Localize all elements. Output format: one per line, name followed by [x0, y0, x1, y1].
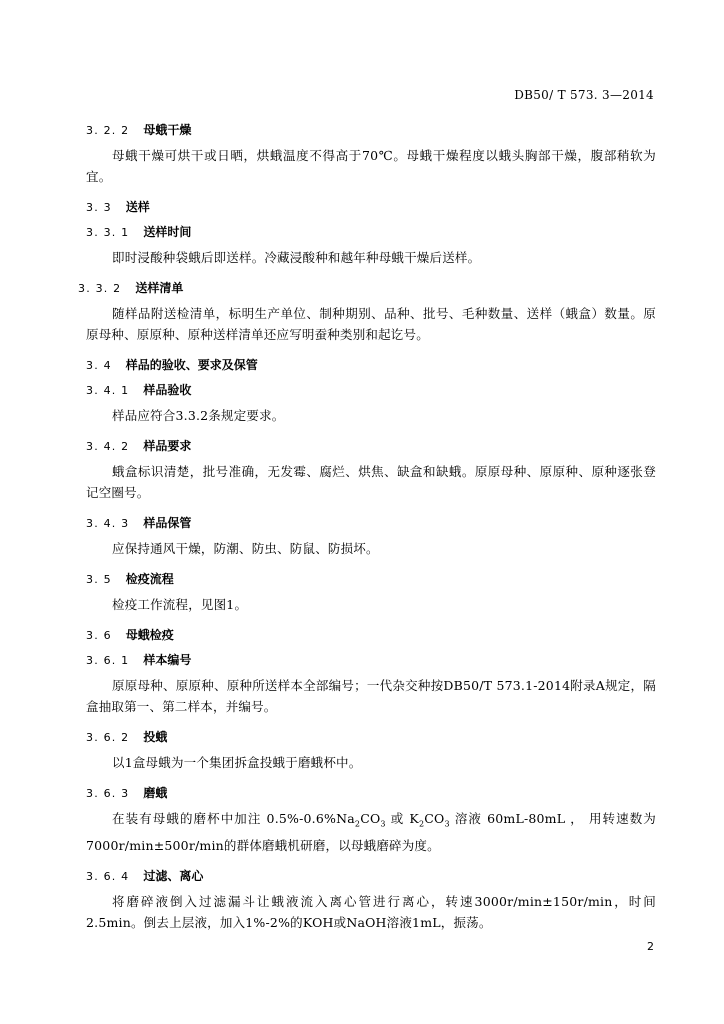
- page-number: 2: [647, 940, 654, 953]
- section-paragraph-grinding: 在装有母蛾的磨杯中加注 $0.5\%-0.6\%Na_2CO_3$ 或 $K_2CO_3$ 溶液 60mL-80mL ， 用转速数为7000r/min±500r/min的群体磨蛾机研磨，以母蛾磨碎为度。: [86, 811, 657, 853]
- section-paragraph: 应保持通风干燥，防潮、防虫、防鼠、防损坏。: [112, 541, 379, 556]
- section-heading: 3. 6. 1 样本编号: [86, 653, 192, 667]
- section-heading: 3. 4. 2 样品要求: [86, 439, 192, 453]
- document-header: DB50/ T 573. 3—2014: [514, 88, 654, 102]
- section-heading: 3. 2. 2 母蛾干燥: [86, 123, 192, 137]
- section-heading: 3. 4 样品的验收、要求及保管: [86, 358, 258, 372]
- section-heading: 3. 4. 3 样品保管: [86, 516, 192, 530]
- section-heading: 3. 3 送样: [86, 200, 150, 214]
- section-paragraph: 即时浸酸种袋蛾后即送样。冷藏浸酸种和越年种母蛾干燥后送样。: [112, 250, 481, 265]
- section-paragraph: 检疫工作流程，见图1。: [112, 597, 248, 612]
- section-heading: 3. 6. 4 过滤、离心: [86, 868, 204, 883]
- section-paragraph: 样品应符合3.3.2条规定要求。: [112, 408, 285, 423]
- section-paragraph: 原原母种、原原种、原种所送样本全部编号；一代杂交种按DB50/T 573.1-2014附录A规定，隔盒抽取第一、第二样本，并编号。: [86, 678, 656, 714]
- section-heading: 3. 4. 1 样品验收: [86, 383, 192, 397]
- section-paragraph: 蛾盒标识清楚，批号准确，无发霉、腐烂、烘焦、缺盒和缺蛾。原原母种、原原种、原种逐张登记空圈号。: [86, 464, 656, 500]
- section-heading: 3. 6. 2 投蛾: [86, 730, 168, 744]
- section-heading: 3. 3. 2 送样清单: [78, 281, 184, 295]
- section-heading: 3. 3. 1 送样时间: [86, 225, 192, 239]
- section-paragraph: 将磨碎液倒入过滤漏斗让蛾液流入离心管进行离心，转速3000r/min±150r/min，时间2.5min。倒去上层液，加入1%-2%的KOH或NaOH溶液1mL，振荡。: [86, 893, 656, 930]
- section-heading: 3. 6. 3 磨蛾: [86, 786, 168, 800]
- section-paragraph: 随样品附送检清单，标明生产单位、制种期别、品种、批号、毛种数量、送样（蛾盒）数量。原原母种、原原种、原种送样清单还应写明蚕种类别和起讫号。: [86, 306, 656, 342]
- section-paragraph: 母蛾干燥可烘干或日晒，烘蛾温度不得高于70℃。母蛾干燥程度以蛾头胸部干燥，腹部稍软为宜。: [86, 148, 656, 184]
- section-paragraph: 以1盒母蛾为一个集团拆盒投蛾于磨蛾杯中。: [112, 755, 362, 770]
- document-body: [78, 118, 657, 941]
- section-heading: 3. 6 母蛾检疫: [86, 628, 174, 642]
- section-heading: 3. 5 检疫流程: [86, 572, 174, 586]
